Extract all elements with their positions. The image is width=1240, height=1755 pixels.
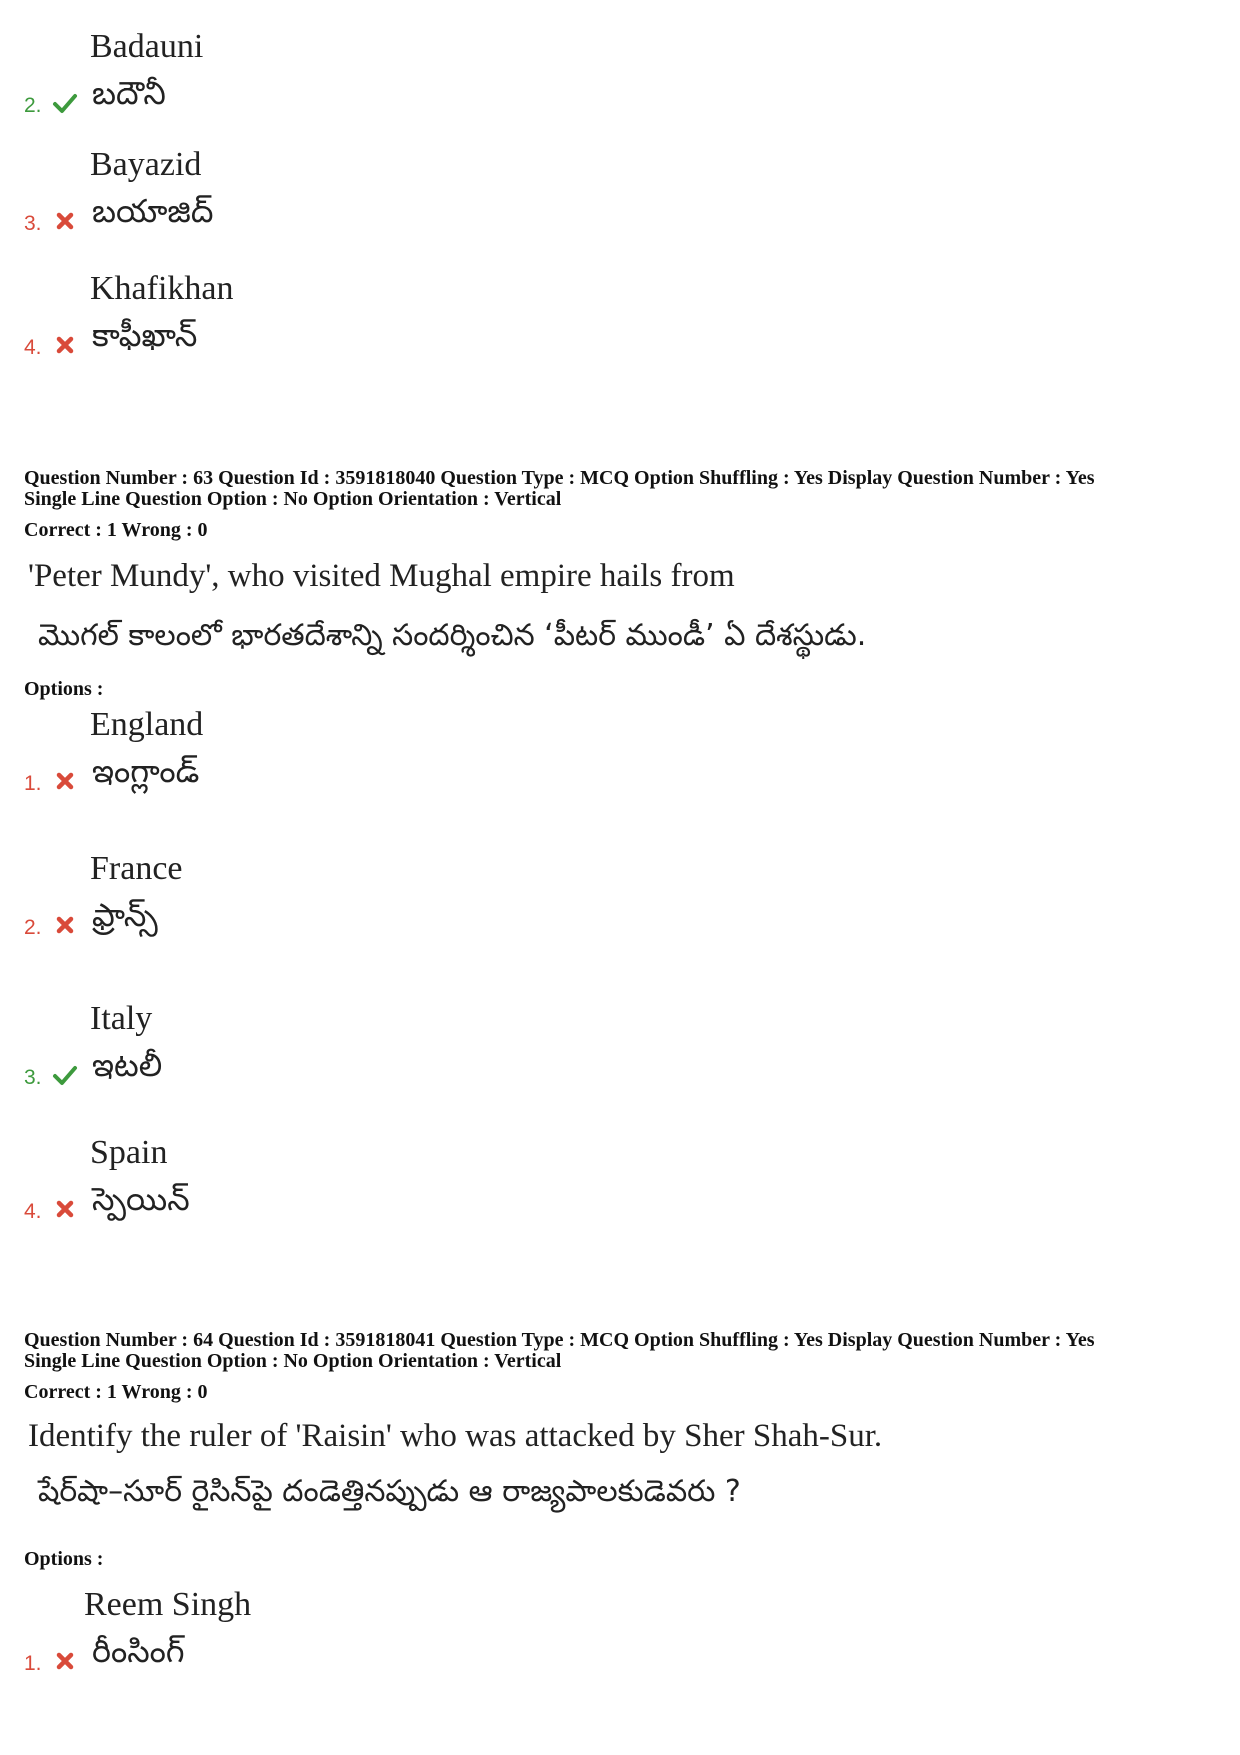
question-text-te: షేర్‌షా–సూర్ రైసిన్‌పై దండెత్తినప్పుడు ఆ రాజ్యపాలకుడెవరు ?	[38, 1474, 741, 1509]
option-number: 1.	[24, 1652, 42, 1675]
option-number: 3.	[24, 1066, 42, 1089]
option-text-te: ఇటలీ	[92, 1046, 163, 1084]
option-item	[0, 1134, 1240, 1264]
option-text-te: బదౌనీ	[92, 74, 166, 112]
option-text-te: రీంసింగ్	[92, 1632, 185, 1670]
option-item	[0, 270, 1240, 400]
check-icon	[52, 90, 78, 116]
option-text-en: England	[90, 706, 204, 743]
option-item	[0, 1586, 1240, 1716]
option-number: 3.	[24, 212, 42, 235]
option-text-en: Italy	[90, 1000, 153, 1037]
question-score: Correct : 1 Wrong : 0	[24, 1381, 208, 1403]
options-label: Options :	[24, 1548, 104, 1570]
option-text-en: Bayazid	[90, 146, 202, 183]
question-meta	[24, 468, 1094, 510]
option-number: 1.	[24, 772, 42, 795]
option-item	[0, 1000, 1240, 1130]
check-icon	[52, 1062, 78, 1088]
option-text-te: కాఫీఖాన్	[92, 316, 198, 354]
option-text-te: బయాజిద్	[92, 192, 214, 230]
question-meta-line2: Single Line Question Option : No Option Orientation : Vertical	[24, 488, 562, 510]
question-text-te: మొగల్ కాలంలో భారతదేశాన్ని సందర్శించిన ‘పీటర్ ముండీ’ ఏ దేశస్థుడు.	[38, 618, 867, 653]
option-text-en: Badauni	[90, 28, 204, 65]
cross-icon	[52, 1648, 78, 1674]
option-item	[0, 28, 1240, 158]
option-item	[0, 850, 1240, 980]
cross-icon	[52, 208, 78, 234]
option-text-te: ఇంగ్లాండ్	[92, 752, 200, 790]
question-meta-line1: Question Number : 63 Question Id : 3591818040 Question Type : MCQ Option Shuffling : Yes Display Question Number : Yes	[24, 467, 1095, 489]
cross-icon	[52, 768, 78, 794]
cross-icon	[52, 912, 78, 938]
option-text-en: Reem Singh	[84, 1586, 252, 1623]
question-meta-line1: Question Number : 64 Question Id : 3591818041 Question Type : MCQ Option Shuffling : Yes Display Question Number : Yes	[24, 1329, 1095, 1351]
option-number: 2.	[24, 94, 42, 117]
option-text-en: France	[90, 850, 183, 887]
option-number: 2.	[24, 916, 42, 939]
question-meta	[24, 1330, 1094, 1372]
option-number: 4.	[24, 336, 42, 359]
question-score: Correct : 1 Wrong : 0	[24, 519, 208, 541]
question-text-en: 'Peter Mundy', who visited Mughal empire hails from	[28, 558, 735, 594]
option-text-en: Khafikhan	[90, 270, 234, 307]
question-meta-line2: Single Line Question Option : No Option Orientation : Vertical	[24, 1350, 562, 1372]
option-item	[0, 146, 1240, 276]
cross-icon	[52, 332, 78, 358]
option-text-te: స్పెయిన్	[92, 1180, 190, 1218]
options-label: Options :	[24, 678, 104, 700]
option-number: 4.	[24, 1200, 42, 1223]
question-text-en: Identify the ruler of 'Raisin' who was attacked by Sher Shah-Sur.	[28, 1418, 883, 1454]
option-item	[0, 706, 1240, 836]
option-text-en: Spain	[90, 1134, 168, 1171]
cross-icon	[52, 1196, 78, 1222]
option-text-te: ఫ్రాన్స్	[92, 896, 158, 934]
